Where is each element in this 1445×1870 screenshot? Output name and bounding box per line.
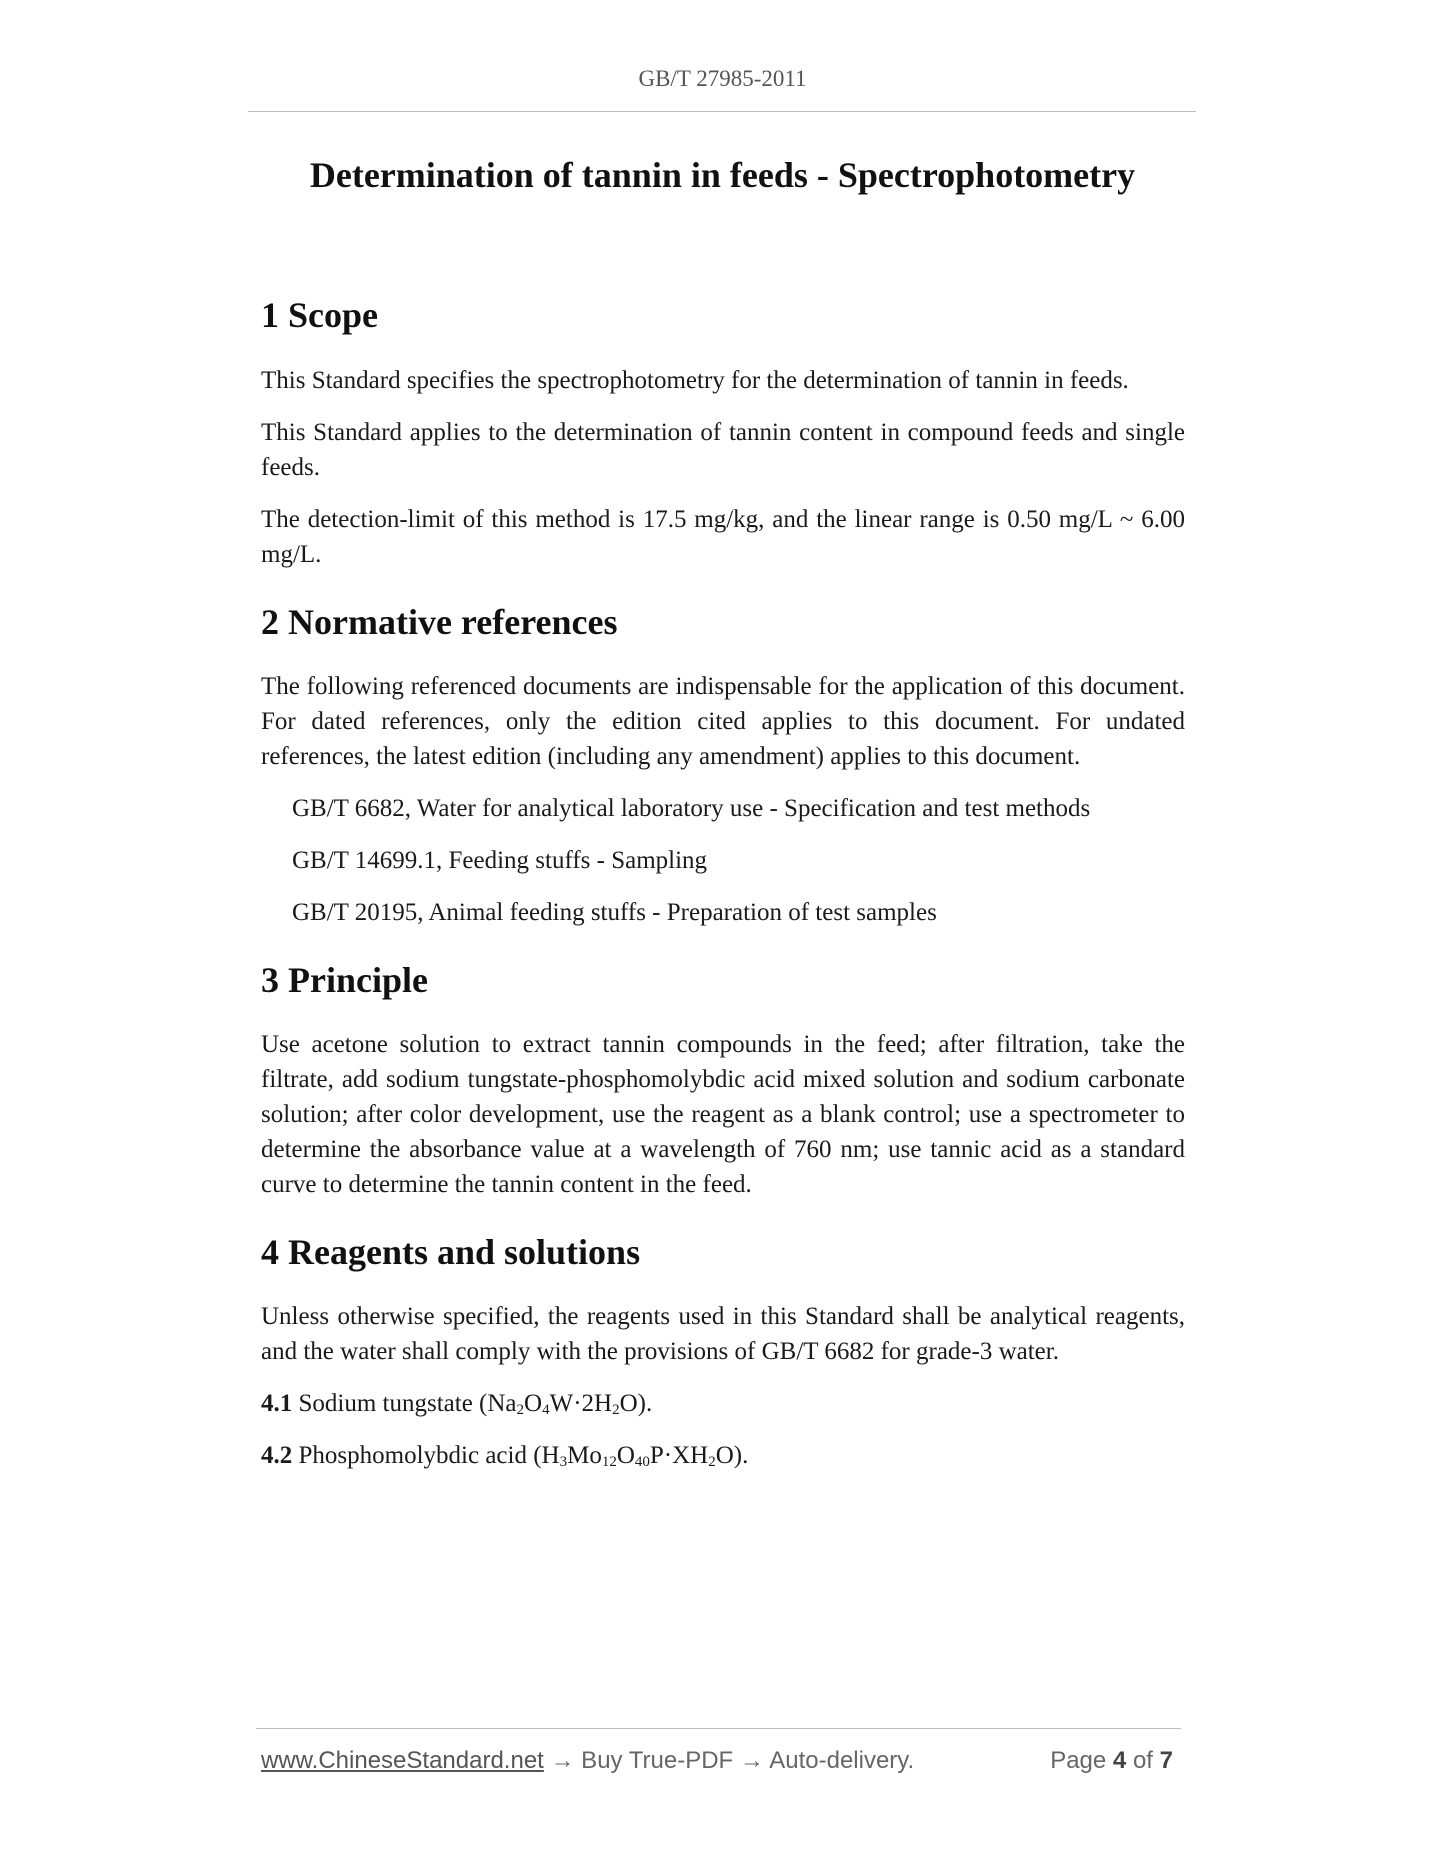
- scope-paragraph-3: The detection-limit of this method is 17.5 mg/kg, and the linear range is 0.50 mg/L ~ 6.00 mg/L.: [261, 506, 1185, 568]
- principle-paragraph: Use acetone solution to extract tannin compounds in the feed; after filtration, take the filtrate, add sodium tungstate-phosphomolybdic acid mixed solution and sodium carbonate solution; after color development, use the reagent as a blank control; use a spectrometer to determine the absorbance value at a wavelength of 760 nm; use tannic acid as a standard curve to determine the tannin content in the feed.: [261, 1031, 1185, 1198]
- reference-item: GB/T 14699.1, Feeding stuffs - Sampling: [292, 847, 708, 874]
- document-title: Determination of tannin in feeds - Spectrophotometry: [309, 155, 1136, 195]
- reagent-item-number: 4.1: [261, 1390, 293, 1417]
- reference-item: GB/T 20195, Animal feeding stuffs - Preparation of test samples: [292, 899, 937, 926]
- reagent-item-4-1: 4.1 Sodium tungstate $(Na_2O_4W\cdot 2H_2O)$.: [261, 1390, 653, 1418]
- section-heading-scope: 1 Scope: [261, 295, 378, 335]
- reagent-item-4-2: 4.2 Phosphomolybdic acid $(H_3Mo_{12}O_{40}P\cdot XH_2O)$.: [261, 1442, 749, 1470]
- footer-tagline: → Buy True-PDF → Auto-delivery.: [543, 1747, 915, 1774]
- header-divider: [248, 111, 1196, 112]
- footer-divider: [256, 1728, 1181, 1729]
- header-standard-code: GB/T 27985-2011: [638, 66, 807, 91]
- section-heading-principle: 3 Principle: [261, 960, 428, 1000]
- section-heading-reagents: 4 Reagents and solutions: [261, 1232, 641, 1272]
- section-heading-normative-references: 2 Normative references: [261, 602, 618, 642]
- footer-site-link[interactable]: www.ChineseStandard.net: [261, 1747, 544, 1774]
- page-indicator: Page 4 of 7: [1050, 1747, 1173, 1774]
- normative-intro-paragraph: The following referenced documents are indispensable for the application of this document. For dated references, only the edition cited applies to this document. For undated references, the latest edition (including any amendment) applies to this document.: [261, 673, 1185, 770]
- reagents-intro-paragraph: Unless otherwise specified, the reagents used in this Standard shall be analytical reagents, and the water shall comply with the provisions of GB/T 6682 for grade-3 water.: [261, 1303, 1185, 1365]
- scope-paragraph-1: This Standard specifies the spectrophotometry for the determination of tannin in feeds.: [261, 367, 1129, 394]
- scope-paragraph-2: This Standard applies to the determination of tannin content in compound feeds and single feeds.: [261, 419, 1185, 481]
- reagent-item-number: 4.2: [261, 1442, 293, 1469]
- current-page-number: 4: [1112, 1747, 1127, 1774]
- total-page-number: 7: [1159, 1747, 1173, 1774]
- page-footer: [261, 1747, 1179, 1777]
- document-body: [261, 290, 1185, 1473]
- reference-item: GB/T 6682, Water for analytical laboratory use - Specification and test methods: [292, 795, 1091, 822]
